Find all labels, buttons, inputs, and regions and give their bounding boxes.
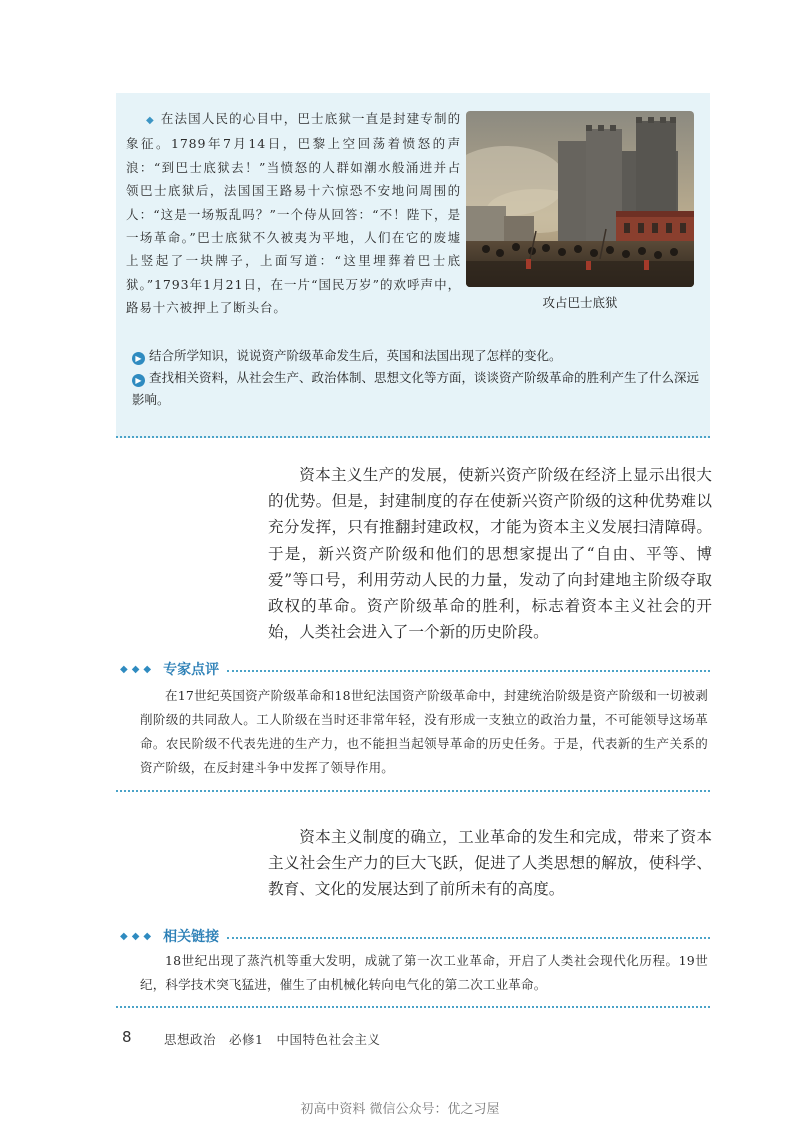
question-item <box>132 367 702 411</box>
arrow-bullet-icon: ▶ <box>132 352 145 365</box>
arrow-bullet-icon: ▶ <box>132 374 145 387</box>
body-paragraph: 资本主义制度的确立，工业革命的发生和完成，带来了资本主义社会生产力的巨大飞跃，促进了人类思想的解放，使科学、教育、文化的发展达到了前所未有的高度。 <box>268 828 712 899</box>
related-links-header <box>120 925 710 947</box>
diamond-icon: ◆◆◆ <box>120 930 156 942</box>
header-dotted-line <box>227 670 710 672</box>
expert-review-text: 在17世纪英国资产阶级革命和18世纪法国资产阶级革命中，封建统治阶级是资产阶级和一切被剥削阶级的共同敌人。工人阶级在当时还非常年轻，没有形成一支独立的政治力量，不可能领导这场革命。农民阶级不代表先进的生产力，也不能担当起领导革命的历史任务。于是，代表新的生产关系的资产阶级，在反封建斗争中发挥了领导作用。 <box>140 688 708 775</box>
question-item <box>132 345 702 367</box>
diamond-bullet-icon: ◆ <box>146 115 155 126</box>
expert-review-title: 专家点评 <box>163 662 220 678</box>
question-list <box>132 345 702 411</box>
book-title-footer: 思想政治 必修1 中国特色社会主义 <box>164 1032 381 1047</box>
related-links-text: 18世纪出现了蒸汽机等重大发明，成就了第一次工业革命，开启了人类社会现代化历程。19世纪，科学技术突飞猛进，催生了由机械化转向电气化的第二次工业革命。 <box>140 953 708 992</box>
expert-review-header <box>120 658 710 680</box>
related-links-title: 相关链接 <box>163 929 220 945</box>
section-divider <box>116 1006 710 1008</box>
storming-bastille-image <box>466 111 694 287</box>
header-dotted-line <box>227 937 710 939</box>
question-text: 结合所学知识，说说资产阶级革命发生后，英国和法国出现了怎样的变化。 <box>149 348 562 363</box>
diamond-icon: ◆◆◆ <box>120 663 156 675</box>
info-box-divider <box>116 436 710 438</box>
page-number: 8 <box>122 1028 132 1046</box>
body-paragraph: 资本主义生产的发展，使新兴资产阶级在经济上显示出很大的优势。但是，封建制度的存在使新兴资产阶级的这种优势难以充分发挥，只有推翻封建政权，才能为资本主义发展扫清障碍。于是，新兴资产阶级和他们的思想家提出了“自由、平等、博爱”等口号，利用劳动人民的力量，发动了向封建地主阶级夺取政权的革命。资产阶级革命的胜利，标志着资本主义社会的开始，人类社会进入了一个新的历史阶段。 <box>268 466 712 642</box>
watermark-text: 初高中资料 微信公众号：优之习屋 <box>300 1102 500 1117</box>
question-text: 查找相关资料，从社会生产、政治体制、思想文化等方面，谈谈资产阶级革命的胜利产生了什么深远影响。 <box>132 370 700 407</box>
image-caption: 攻占巴士底狱 <box>542 295 618 310</box>
bastille-story-text: 在法国人民的心目中，巴士底狱一直是封建专制的象征。1789年7月14日，巴黎上空回荡着愤怒的声浪：“到巴士底狱去！”当愤怒的人群如潮水般涌进并占领巴士底狱后，法国国王路易十六惊恐不安地问周围的人：“这是一场叛乱吗？”一个侍从回答：“不！陛下，是一场革命。”巴士底狱不久被夷为平地，人们在它的废墟上竖起了一块牌子，上面写道：“这里埋葬着巴士底狱。”1793年1月21日，在一片“国民万岁”的欢呼声中，路易十六被押上了断头台。 <box>126 111 461 316</box>
bastille-story <box>126 107 461 320</box>
info-box <box>116 93 710 438</box>
section-divider <box>116 790 710 792</box>
